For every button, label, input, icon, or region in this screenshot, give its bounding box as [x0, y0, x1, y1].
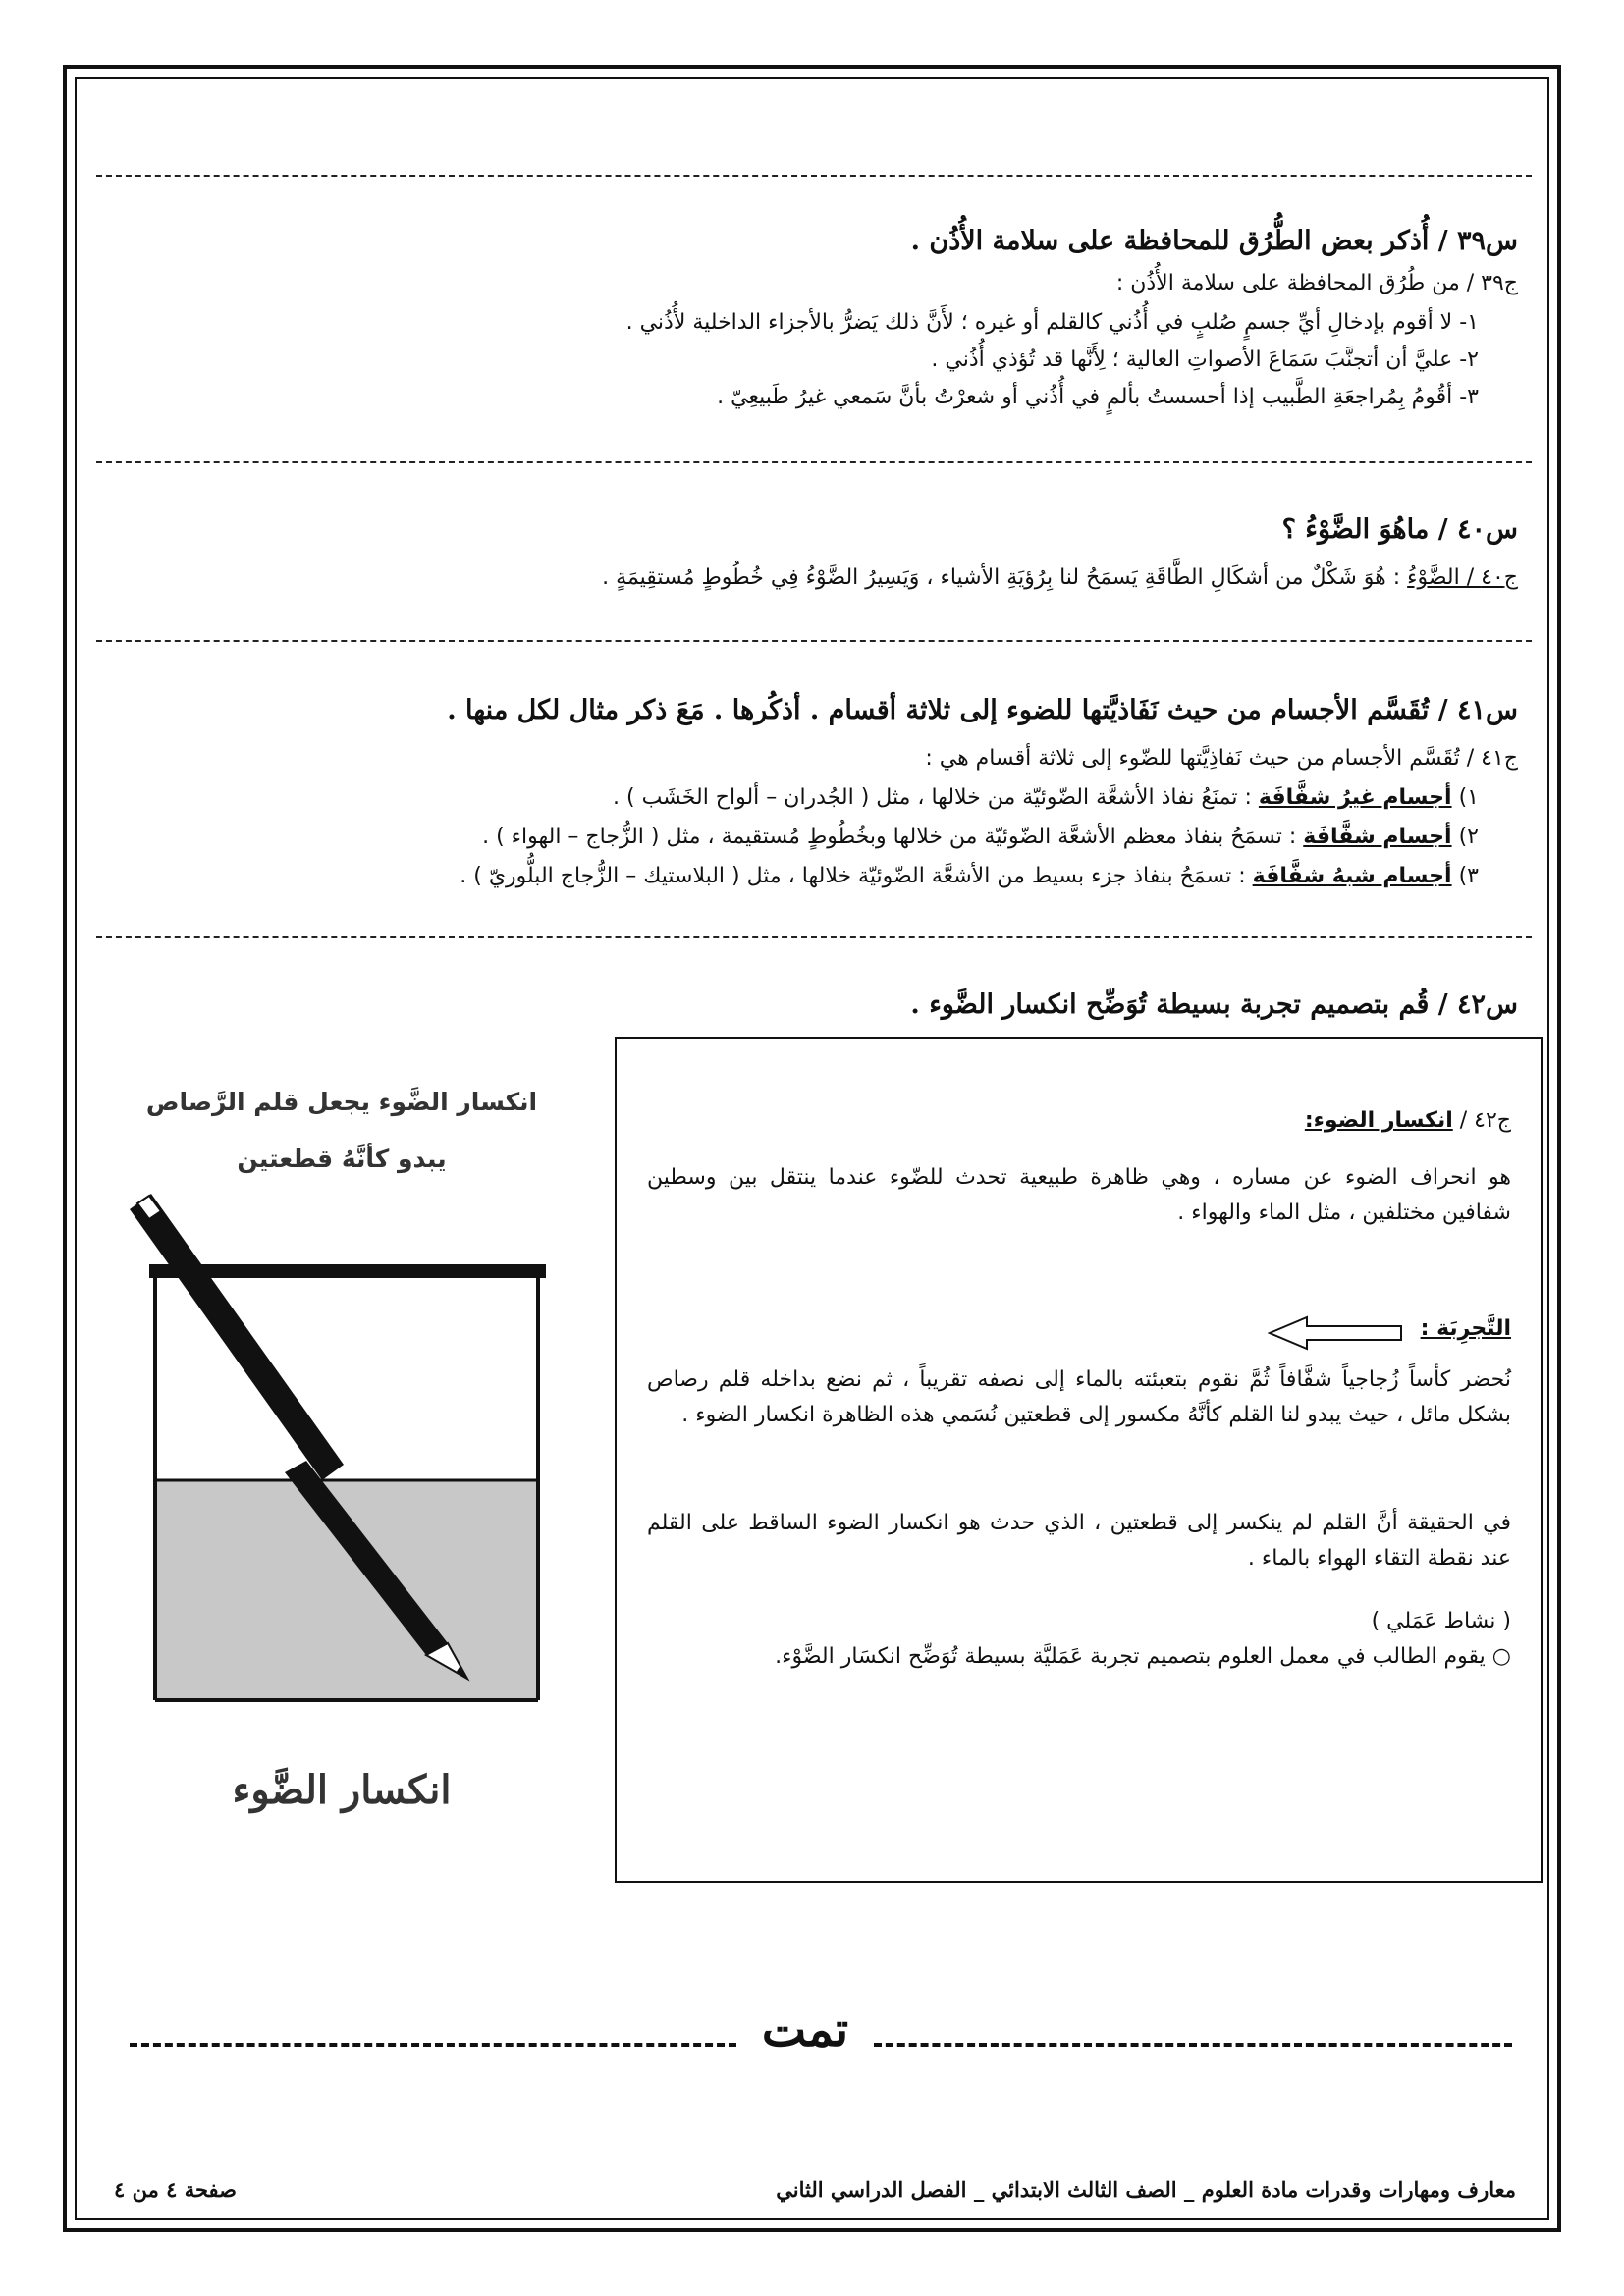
item-label: أجسام غيرُ شفَّافَة	[1258, 785, 1452, 810]
arrow-left-icon	[1268, 1313, 1405, 1353]
answer-42-heading	[1305, 1103, 1511, 1139]
answer-41-item	[460, 864, 1479, 888]
refraction-definition: هو انحراف الضوء عن مساره ، وهي ظاهرة طبيعية تحدث للضّوء عندما ينتقل بين وسطين شفافين مختلفين ، مثل الماء والهواء .	[647, 1165, 1511, 1225]
answer-41-intro: ج٤١ / تُقَسَّم الأجسام من حيث نَفاذِيَّتها للضّوء إلى ثلاثة أقسام هي :	[925, 746, 1518, 771]
answer-39-item: ١- لا أقوم بإدخالِ أيِّ جسمٍ صُلبٍ في أُذُني كالقلم أو غيره ؛ لأَنَّ ذلك يَضرُّ بالأجزاء الداخلية لأُذُني .	[625, 310, 1479, 335]
end-mark: تمت	[761, 2002, 849, 2057]
item-label: أجسام شبهُ شفَّافَة	[1252, 864, 1452, 888]
question-41: س٤١ / تُقَسَّم الأجسام من حيث نَفَاذيَّتها للضوء إلى ثلاثة أقسام . أذكُرها . مَعَ ذكر مثال لكل منها .	[447, 695, 1518, 725]
separator	[96, 461, 1532, 463]
answer-42-prefix: ج٤٢ /	[1452, 1108, 1511, 1133]
separator	[96, 175, 1532, 177]
answer-41-item	[482, 825, 1479, 849]
answer-40-text: : هُوَ شَكْلٌ من أشكَالِ الطَّاقَةِ يَسمَحُ لنا بِرُؤيَةِ الأشياء ، وَيَسِيرُ الضَّوْءُ فِي خُطُوطٍ مُستقِيمَةٍ .	[602, 565, 1408, 590]
item-text: : تمنَعُ نفاذ الأشعَّة الضّوئيّة من خلالها ، مثل ( الجُدران – ألواح الخَشَب ) .	[613, 785, 1259, 810]
answer-39-item: ٣- أقُومُ بِمُراجعَةِ الطَّبيب إذا أحسستُ بألمٍ في أُذُني أو شعرْتُ بأنَّ سَمعي غيرُ طَبيعِيّ .	[717, 385, 1479, 409]
illustration-title: انكسار الضَّوء	[232, 1767, 452, 1813]
answer-42-box	[615, 1037, 1543, 1883]
item-number: ٢)	[1458, 825, 1479, 849]
item-number: ١)	[1458, 785, 1479, 810]
question-39: س٣٩ / أُذكر بعض الطُّرُق للمحافظة على سلامة الأُذُن .	[910, 226, 1518, 256]
page-number: صفحة ٤ من ٤	[114, 2177, 238, 2202]
separator	[96, 936, 1532, 938]
answer-42-title: انكسار الضوء:	[1304, 1108, 1453, 1133]
answer-40-label: ج٤٠ / الضَّوْءُ	[1407, 565, 1518, 590]
question-40: س٤٠ / ماهُوَ الضَّوْءُ ؟	[1281, 514, 1518, 545]
item-text: : تسمَحُ بنفاذ جزء بسيط من الأشعَّة الضّوئيّة خلالها ، مثل ( البلاستيك – الزُّجاج البلُّوريّ ) .	[460, 864, 1253, 888]
answer-39-item: ٢- عليَّ أن أتجنَّبَ سَمَاعَ الأصواتِ العالية ؛ لِأَنَّها قد تُؤذي أُذُني .	[931, 347, 1479, 372]
footer-title: معارف ومهارات وقدرات مادة العلوم _ الصف الثالث الابتدائي _ الفصل الدراسي الثاني	[776, 2177, 1516, 2202]
illustration-caption-line2: يبدو كأنَّهُ قطعتين	[237, 1145, 447, 1173]
illustration-caption-line1: انكسار الضَّوء يجعل قلم الرَّصاص	[145, 1088, 538, 1116]
answer-39-intro: ج٣٩ / من طُرُق المحافظة على سلامة الأُذُن :	[1115, 271, 1518, 295]
experiment-title	[1421, 1311, 1511, 1347]
item-label: أجسام شفَّافَة	[1303, 825, 1452, 849]
activity-title: ( نشاط عَمَلي )	[1371, 1609, 1511, 1633]
answer-40	[602, 565, 1518, 590]
item-text: : تسمَحُ بنفاذ معظم الأشعَّة الضّوئيّة من خلالها وبخُطُوطٍ مُستقيمة ، مثل ( الزُّجاج – الهواء ) .	[482, 825, 1304, 849]
bullet-icon: ○	[1491, 1644, 1511, 1669]
pencil-top	[130, 1194, 344, 1480]
separator	[96, 640, 1532, 642]
experiment-fact: في الحقيقة أنَّ القلم لم ينكسر إلى قطعتين ، الذي حدث هو انكسار الضوء الساقط على القلم عند نقطة التقاء الهواء بالماء .	[647, 1511, 1511, 1571]
activity-text: يقوم الطالب في معمل العلوم بتصميم تجربة عَمَليَّة بسيطة تُوَضِّح انكسَار الضَّوْء.	[775, 1644, 1486, 1669]
end-line-left	[130, 2043, 736, 2047]
question-42: س٤٢ / قُم بتصميم تجربة بسيطة تُوَضِّح انكسار الضَّوء .	[910, 989, 1518, 1020]
activity-item	[775, 1639, 1511, 1675]
experiment-text: نُحضر كأساً زُجاجياً شفَّافاً ثُمَّ نقوم بتعبئته بالماء إلى نصفه تقريباً ، ثم نضع بداخله قلم رصاص بشكل مائل ، حيث يبدو لنا القلم كأنَّهُ مكسور إلى قطعتين نُسَمي هذه الظاهرة انكسار الضوء .	[647, 1367, 1511, 1427]
end-line-right	[874, 2043, 1512, 2047]
experiment-title-text: التَّجرِبَة :	[1420, 1316, 1511, 1341]
refraction-illustration	[118, 1188, 579, 1718]
answer-41-item	[613, 785, 1479, 810]
item-number: ٣)	[1458, 864, 1479, 888]
